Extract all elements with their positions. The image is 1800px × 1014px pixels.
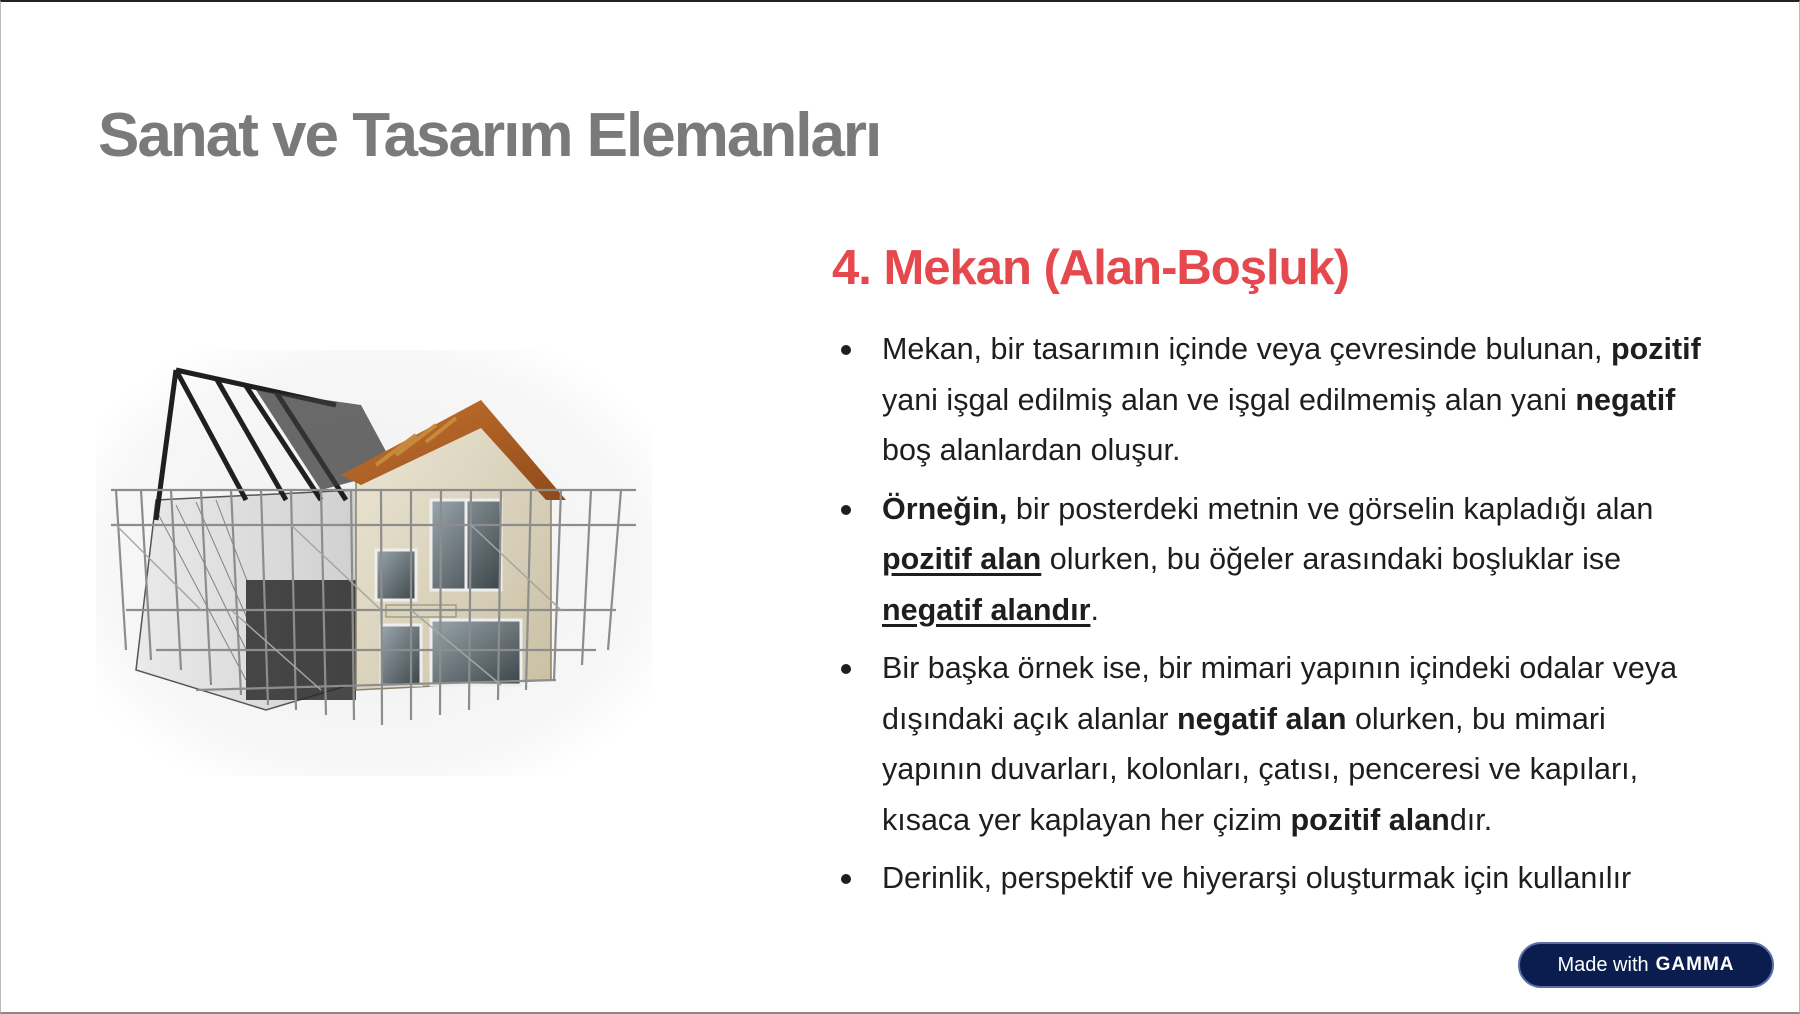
content-section: [832, 240, 1712, 912]
bullet-text: .: [1090, 592, 1099, 627]
emphasis-text: negatif alan: [1177, 701, 1347, 736]
bullet-text: dır.: [1449, 802, 1493, 837]
bullet-text: Derinlik, perspektif ve hiyerarşi oluşturmak için kullanılır: [882, 861, 1632, 895]
emphasis-text: negatif alandır: [882, 592, 1091, 627]
bullet-text: bir posterdeki metnin ve görselin kapladığı alan: [1007, 491, 1654, 526]
bullet-text: boş alanlardan oluşur.: [882, 433, 1181, 467]
bullet-text: olurken, bu öğeler arasındaki boşluklar ise: [1041, 542, 1622, 576]
house-construction-scaffolding-illustration: [96, 350, 652, 776]
emphasis-text: [882, 542, 1041, 576]
emphasis-text: Örneğin,: [882, 491, 1008, 526]
bullet-item: [832, 853, 1712, 904]
gamma-logo: GAMMA: [1655, 954, 1735, 975]
bullet-text: Bir başka örnek ise, bir mimari yapının içindeki odalar veya dışındaki açık alanlar: [882, 651, 1678, 736]
bullet-item: [832, 324, 1712, 476]
emphasis-text: negatif: [1575, 382, 1676, 417]
slide-title: Sanat ve Tasarım Elemanları: [98, 101, 881, 170]
bullet-text: yani işgal edilmiş alan ve işgal edilmemiş alan yani: [882, 382, 1576, 417]
emphasis-text: pozitif: [1611, 332, 1701, 366]
bullet-item: [832, 643, 1712, 845]
emphasis-text: pozitif alan: [882, 542, 1042, 576]
made-with-gamma-badge[interactable]: [1518, 942, 1774, 988]
badge-prefix: Made with: [1557, 953, 1649, 976]
emphasis-text: pozitif alan: [1290, 802, 1450, 837]
bullet-item: [832, 484, 1712, 636]
emphasis-text: [882, 593, 1090, 627]
section-heading: 4. Mekan (Alan-Boşluk): [832, 241, 1350, 295]
bullet-text: Mekan, bir tasarımın içinde veya çevresinde bulunan,: [882, 332, 1611, 366]
bullet-text: olurken, bu mimari yapının duvarları, kolonları, çatısı, penceresi ve kapıları, kısaca yer kaplayan her çizim: [882, 701, 1639, 837]
bullet-list: [832, 324, 1712, 904]
